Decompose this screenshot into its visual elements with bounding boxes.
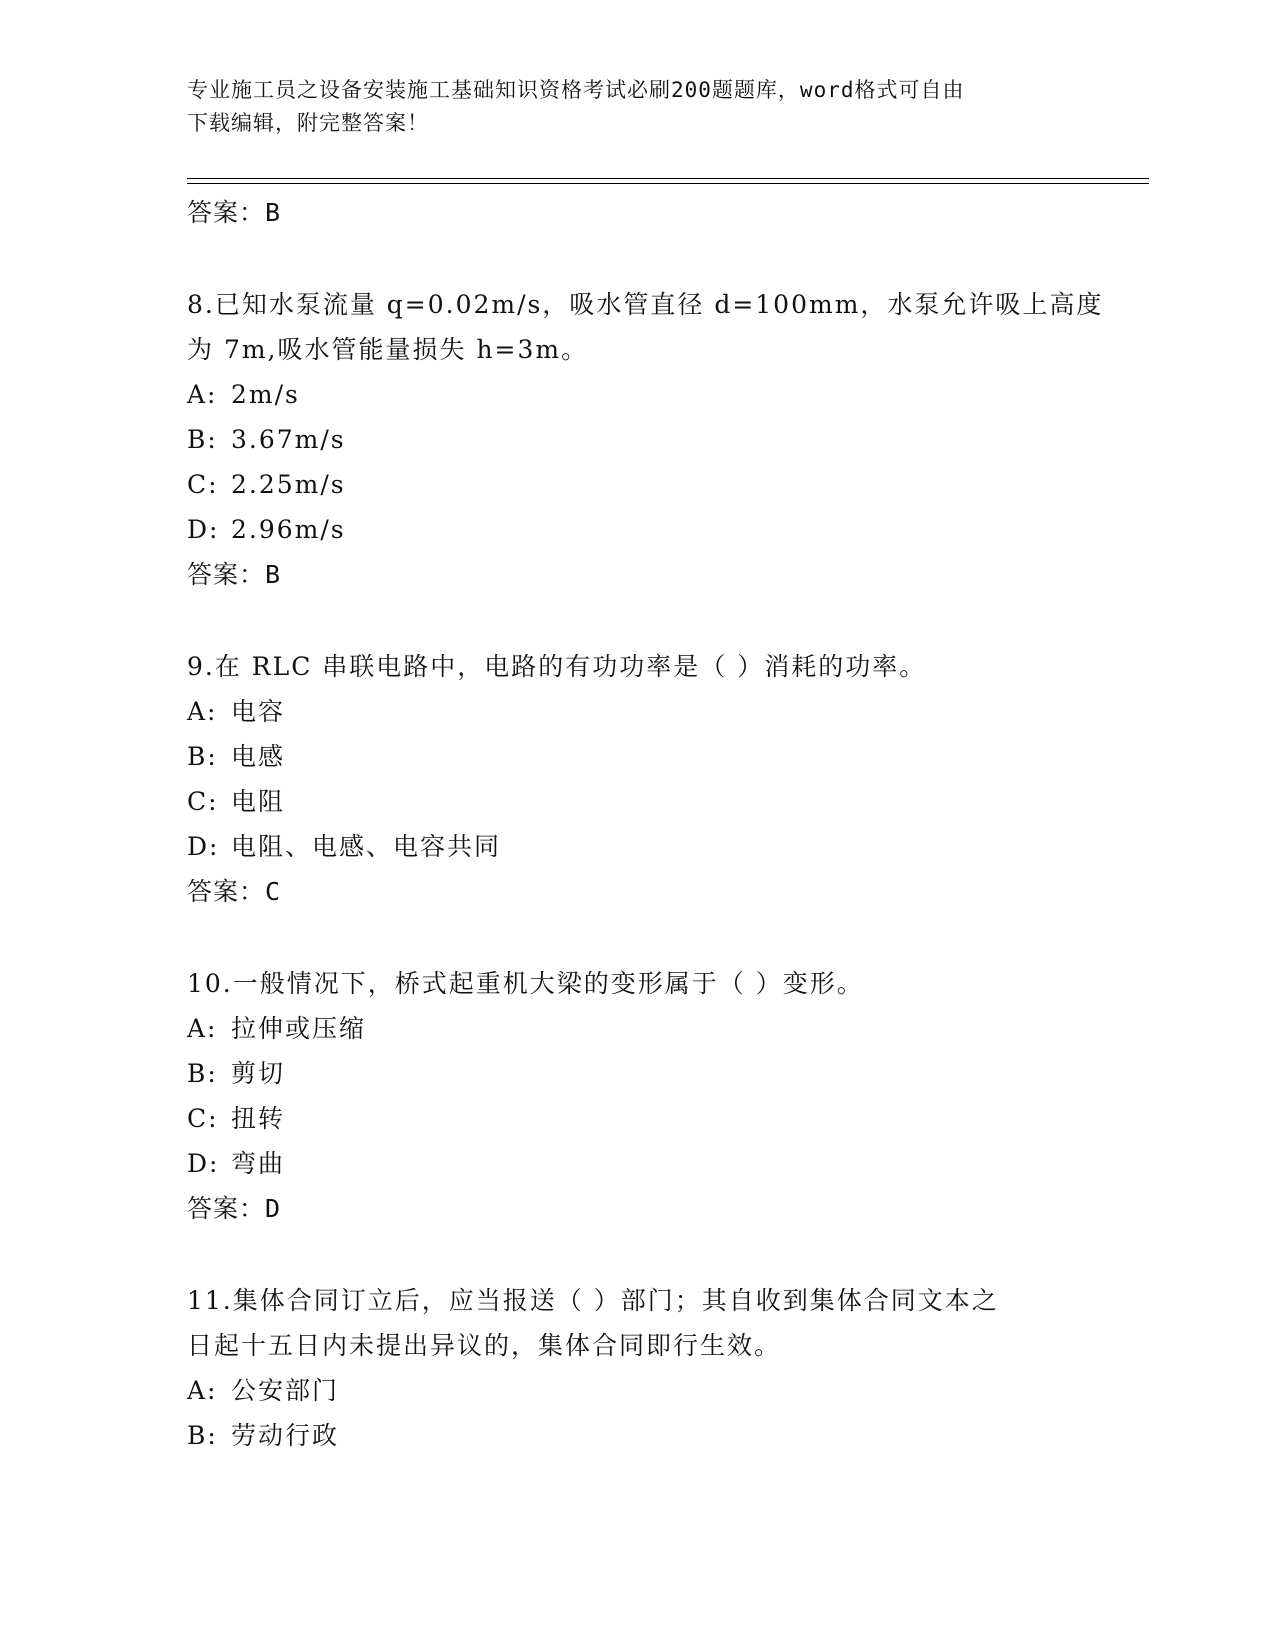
option-text: 电容 [231,697,286,726]
option-item [187,1413,1087,1458]
option-letter: D: [187,832,220,861]
option-text: 3.67m/s [231,425,346,454]
option-letter: B: [187,742,218,771]
option-text: 扭转 [231,1104,286,1133]
header-rule-top [187,178,1149,179]
option-letter: D: [187,515,220,544]
option-letter: B: [187,1421,218,1450]
answer-line: 答案：B [187,560,282,589]
answer-line: 答案：B [187,198,282,227]
option-letter: C: [187,787,219,816]
option-item [187,1096,1087,1141]
option-text: 弯曲 [231,1149,286,1178]
option-item [187,372,1087,417]
option-item [187,462,1087,507]
option-text: 劳动行政 [231,1421,340,1450]
option-letter: D: [187,1149,220,1178]
option-item [187,1051,1087,1096]
option-item [187,734,1087,779]
question-text: 为 7m,吸水管能量损失 h=3m。 [187,335,589,364]
option-item [187,507,1087,552]
option-item [187,1368,1087,1413]
option-item [187,1006,1087,1051]
answer-line: 答案：D [187,1194,282,1223]
question-text: 11.集体合同订立后，应当报送（ ）部门；其自收到集体合同文本之 [187,1286,999,1315]
option-text: 剪切 [231,1059,286,1088]
option-item [187,824,1087,869]
question-text: 10.一般情况下，桥式起重机大梁的变形属于（ ）变形。 [187,969,864,998]
question-text: 8.已知水泵流量 q=0.02m/s，吸水管直径 d=100mm，水泵允许吸上高度 [187,290,1104,319]
option-text: 电感 [231,742,286,771]
header-rule-bottom [187,183,1149,184]
option-letter: B: [187,1059,218,1088]
question-text: 9.在 RLC 串联电路中，电路的有功功率是（ ）消耗的功率。 [187,652,927,681]
option-text: 电阻、电感、电容共同 [231,832,502,861]
option-item [187,417,1087,462]
option-text: 电阻 [231,787,286,816]
option-text: 2.25m/s [231,470,346,499]
option-text: 拉伸或压缩 [231,1014,367,1043]
answer-line: 答案：C [187,877,282,906]
question-block [187,282,1104,597]
option-text: 2m/s [231,380,300,409]
option-item [187,1141,1087,1186]
option-item [187,689,1087,734]
document-body [187,190,1104,1458]
header-line-1: 专业施工员之设备安装施工基础知识资格考试必刷200题题库，word格式可自由 [187,78,965,102]
question-text: 日起十五日内未提出异议的，集体合同即行生效。 [187,1331,782,1360]
document-header [187,74,1087,140]
option-text: 公安部门 [231,1376,340,1405]
option-item [187,779,1087,824]
question-block [187,644,1087,914]
option-letter: B: [187,425,218,454]
option-text: 2.96m/s [231,515,346,544]
option-letter: A: [187,1376,218,1405]
option-letter: C: [187,470,219,499]
option-letter: C: [187,1104,219,1133]
option-letter: A: [187,1014,218,1043]
option-letter: A: [187,697,218,726]
option-letter: A: [187,380,218,409]
header-line-2: 下载编辑，附完整答案！ [187,111,429,135]
question-block [187,1278,1087,1458]
question-block [187,961,1087,1231]
